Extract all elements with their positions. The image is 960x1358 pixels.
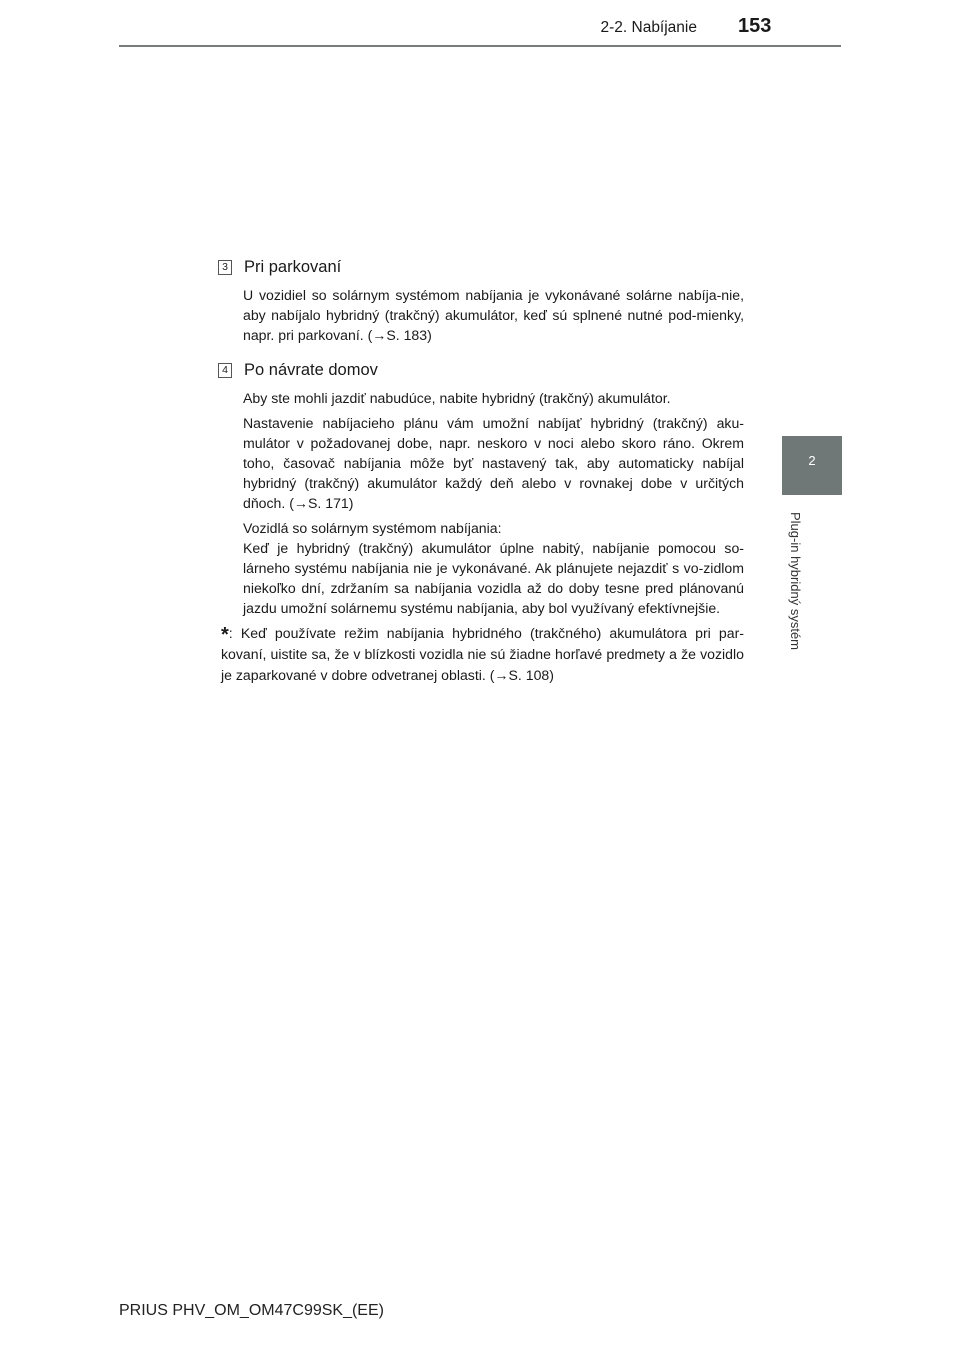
paragraph: U vozidiel so solárnym systémom nabíjania je vykonávané solárne nabíja-nie, aby nabíjalo hybridný (trakčný) akumulátor, keď sú splnené nutné pod-mienky, napr. pri parkovaní. (→S. 183) <box>243 287 744 343</box>
footnote <box>221 623 744 686</box>
step-number-box: 4 <box>218 363 232 378</box>
chapter-tab <box>782 436 842 495</box>
item-title: Pri parkovaní <box>244 257 342 276</box>
item-title: Po návrate domov <box>244 360 378 379</box>
step-number-box: 3 <box>218 260 232 275</box>
page-number: 153 <box>738 15 772 37</box>
page-content <box>218 254 744 686</box>
item-heading-3 <box>218 254 744 280</box>
footnote-text: : Keď používate režim nabíjania hybridného (trakčného) akumulátora pri par-kovaní, uistite sa, že v blízkosti vozidla nie sú žiadne horľavé predmety a že vozidlo je zaparkované v dobre odvetranej oblasti. (→S. 108) <box>221 625 744 683</box>
section-title: 2-2. Nabíjanie <box>600 19 697 36</box>
header-divider <box>119 45 841 47</box>
document-id: PRIUS PHV_OM_OM47C99SK_(EE) <box>119 1302 384 1319</box>
paragraph: Keď je hybridný (trakčný) akumulátor úplne nabitý, nabíjanie pomocou so-lárneho systému nabíjania nie je vykonávané. Ak plánujete nejazdiť s vo-zidlom niekoľko dní, zdržaním sa nabíjania vozidla až do doby tesne pred plánovanú jazdu umožní solárnemu systému nabíjania, aby bol využívaný efektívnejšie. <box>243 540 744 616</box>
chapter-number: 2 <box>808 453 816 468</box>
footnote-marker: * <box>221 624 229 646</box>
paragraph: Aby ste mohli jazdiť nabudúce, nabite hybridný (trakčný) akumulátor. <box>243 390 671 406</box>
item-heading-4 <box>218 357 744 383</box>
paragraph: Vozidlá so solárnym systémom nabíjania: <box>243 520 502 536</box>
chapter-label-container <box>785 512 805 662</box>
paragraph: Nastavenie nabíjacieho plánu vám umožní nabíjať hybridný (trakčný) aku-mulátor v požadovanej dobe, napr. neskoro v noci alebo skoro ráno. Okrem toho, časovač nabíjania môže byť nastavený tak, aby automaticky nabíjal hybridný (trakčný) akumulátor každý deň alebo v rovnakej dobe v určitých dňoch. (→S. 171) <box>243 415 744 511</box>
chapter-label: Plug-in hybridný systém <box>788 512 803 650</box>
